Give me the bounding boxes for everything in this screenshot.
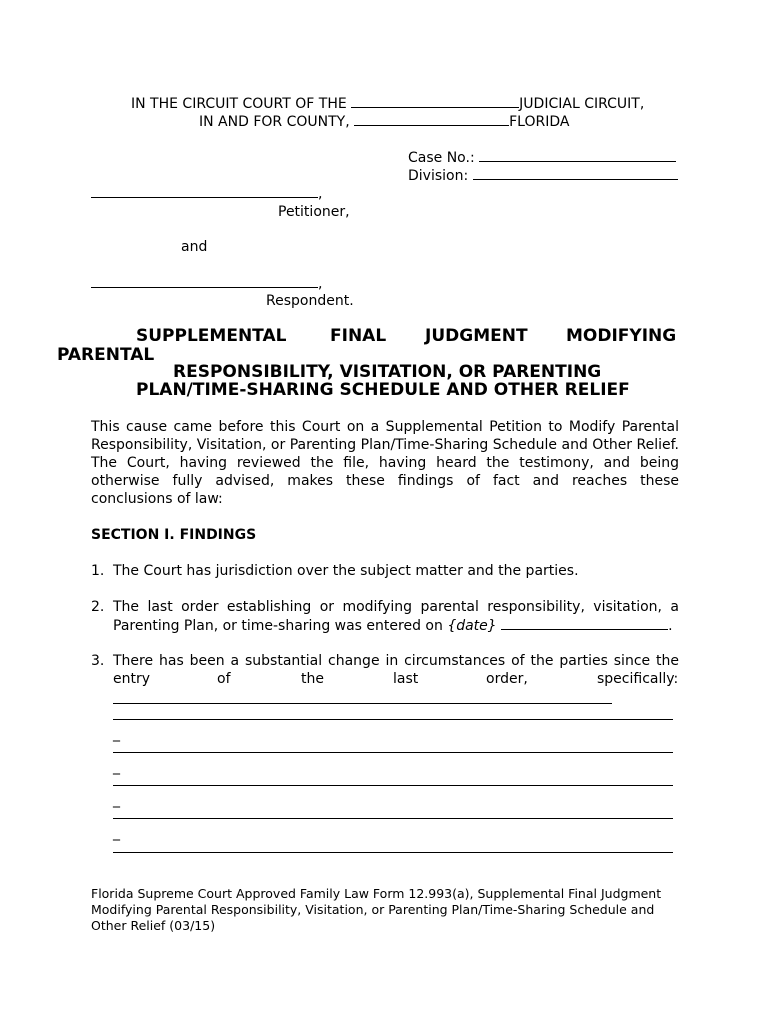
item2-text-line2	[113, 616, 673, 635]
answer-dash-3: _	[113, 792, 120, 808]
respondent-comma: ,	[318, 276, 323, 292]
court-header-circuit-label: IN THE CIRCUIT COURT OF THE	[131, 96, 347, 112]
item2-period: .	[668, 618, 673, 634]
court-header-line2	[199, 112, 569, 131]
title-word-parental: PARENTAL	[57, 345, 155, 365]
petitioner-name-blank[interactable]	[91, 184, 318, 198]
title-word-judgment: JUDGMENT	[425, 326, 528, 346]
title-word-final: FINAL	[330, 326, 387, 346]
item3-word-order: order,	[486, 671, 528, 687]
petitioner-comma: ,	[318, 186, 323, 202]
answer-line-3[interactable]	[113, 752, 673, 753]
intro-paragraph: This cause came before this Court on a Supplemental Petition to Modify Parental Responsibility, Visitation, or Parenting Plan/Time-Sharing Schedule and Other Relief. The Court, having reviewed the file, having heard the testimony, and being otherwise fully advised, makes these findings of fact and reaches these conclusions of law:	[91, 419, 679, 507]
and-label: and	[181, 239, 208, 255]
case-number-row	[408, 148, 676, 167]
item2-text-b: Parenting Plan, or time-sharing was entered on	[113, 618, 443, 634]
item3-word-the: the	[301, 671, 324, 687]
respondent-label: Respondent.	[266, 293, 354, 309]
petitioner-label: Petitioner,	[278, 204, 350, 220]
division-row	[408, 166, 678, 185]
respondent-name-blank[interactable]	[91, 274, 318, 288]
title-line3: PLAN/TIME-SHARING SCHEDULE AND OTHER RELIEF	[136, 380, 630, 400]
section-heading: SECTION I. FINDINGS	[91, 527, 257, 543]
answer-line-5[interactable]	[113, 818, 673, 819]
item1-text: The Court has jurisdiction over the subject matter and the parties.	[113, 563, 579, 579]
answer-line-1[interactable]	[113, 703, 612, 704]
court-header-line1	[131, 94, 644, 113]
item3-word-specifically: specifically:	[597, 671, 679, 687]
answer-dash-1: _	[113, 726, 120, 742]
answer-line-4[interactable]	[113, 785, 673, 786]
judicial-circuit-blank[interactable]	[351, 94, 519, 108]
item2-date-blank[interactable]	[501, 616, 668, 630]
item3-number: 3.	[91, 653, 105, 669]
item3-text-line1: There has been a substantial change in circumstances of the parties since the	[113, 653, 679, 669]
item2-number: 2.	[91, 599, 105, 615]
judicial-circuit-label: JUDICIAL CIRCUIT,	[519, 96, 645, 112]
item2-text-line1: The last order establishing or modifying parental responsibility, visitation, a	[113, 599, 679, 615]
florida-label: FLORIDA	[509, 114, 570, 130]
answer-line-2[interactable]	[113, 719, 673, 720]
item3-word-entry: entry	[113, 671, 151, 687]
answer-line-6[interactable]	[113, 852, 673, 853]
title-line2: RESPONSIBILITY, VISITATION, OR PARENTING	[173, 362, 602, 382]
division-label: Division:	[408, 168, 469, 184]
county-blank[interactable]	[354, 112, 509, 126]
petitioner-name-row	[91, 184, 322, 203]
case-number-label: Case No.:	[408, 150, 475, 166]
county-label: IN AND FOR COUNTY,	[199, 114, 350, 130]
title-word-modifying: MODIFYING	[566, 326, 677, 346]
item3-word-last: last	[393, 671, 419, 687]
item1-number: 1.	[91, 563, 105, 579]
respondent-name-row	[91, 274, 322, 293]
answer-dash-4: _	[113, 825, 120, 841]
item2-date-label: {date}	[447, 618, 497, 634]
form-footer: Florida Supreme Court Approved Family Law Form 12.993(a), Supplemental Final Judgment Modifying Parental Responsibility, Visitation, or Parenting Plan/Time-Sharing Schedule and Other Relief (03/15)	[91, 886, 662, 933]
title-word-supplemental: SUPPLEMENTAL	[136, 326, 287, 346]
answer-dash-2: _	[113, 759, 120, 775]
division-blank[interactable]	[473, 166, 678, 180]
case-number-blank[interactable]	[479, 148, 676, 162]
item3-word-of: of	[217, 671, 231, 687]
